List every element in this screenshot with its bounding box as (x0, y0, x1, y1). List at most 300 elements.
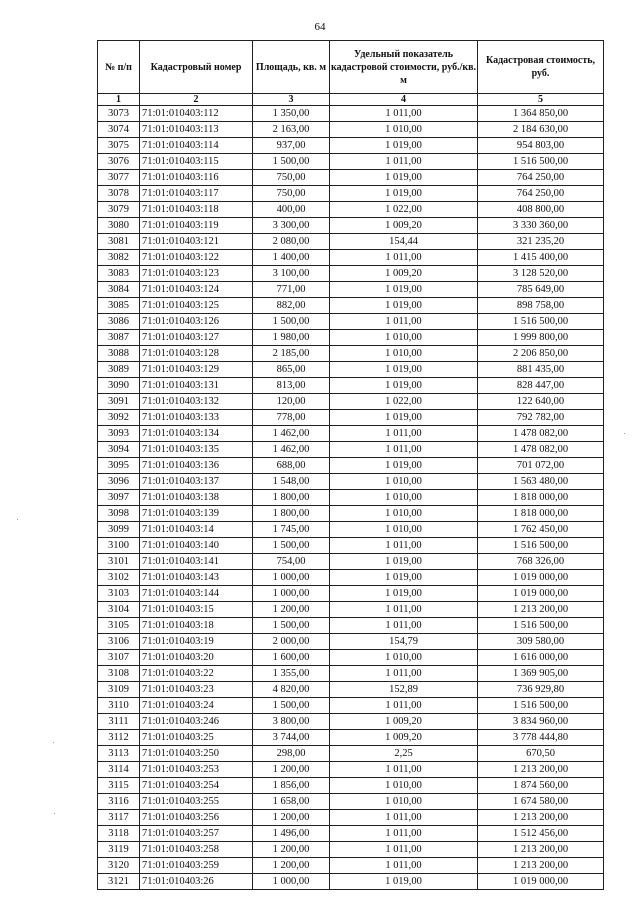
table-row (98, 602, 604, 618)
unit-value-cell: 1 019,00 (330, 586, 478, 602)
row-number-cell: 3077 (98, 170, 140, 186)
table-row (98, 570, 604, 586)
cadastral-value-cell: 1 478 082,00 (478, 442, 604, 458)
area-cell: 4 820,00 (253, 682, 330, 698)
row-number-cell: 3119 (98, 842, 140, 858)
table-row (98, 874, 604, 890)
area-cell: 1 000,00 (253, 586, 330, 602)
table-row (98, 218, 604, 234)
cadastral-value-cell: 1 516 500,00 (478, 314, 604, 330)
table-row (98, 554, 604, 570)
row-number-cell: 3111 (98, 714, 140, 730)
cadastral-value-cell: 1 019 000,00 (478, 570, 604, 586)
column-number-row (98, 94, 604, 106)
area-cell: 1 496,00 (253, 826, 330, 842)
column-number: 4 (330, 94, 478, 106)
unit-value-cell: 1 019,00 (330, 570, 478, 586)
cadastral-number-cell: 71:01:010403:256 (140, 810, 253, 826)
area-cell: 688,00 (253, 458, 330, 474)
scan-speck (54, 813, 55, 814)
cadastral-number-cell: 71:01:010403:132 (140, 394, 253, 410)
area-cell: 771,00 (253, 282, 330, 298)
area-cell: 865,00 (253, 362, 330, 378)
row-number-cell: 3114 (98, 762, 140, 778)
area-cell: 2 185,00 (253, 346, 330, 362)
cadastral-value-cell: 1 213 200,00 (478, 602, 604, 618)
table-row (98, 586, 604, 602)
unit-value-cell: 154,79 (330, 634, 478, 650)
unit-value-cell: 1 019,00 (330, 186, 478, 202)
unit-value-cell: 1 011,00 (330, 618, 478, 634)
table-row (98, 810, 604, 826)
table-row (98, 378, 604, 394)
cadastral-value-cell: 701 072,00 (478, 458, 604, 474)
area-cell: 1 200,00 (253, 602, 330, 618)
row-number-cell: 3102 (98, 570, 140, 586)
unit-value-cell: 1 011,00 (330, 426, 478, 442)
cadastral-value-cell: 768 326,00 (478, 554, 604, 570)
area-cell: 1 600,00 (253, 650, 330, 666)
area-cell: 754,00 (253, 554, 330, 570)
table-row (98, 538, 604, 554)
cadastral-value-cell: 1 369 905,00 (478, 666, 604, 682)
cadastral-value-cell: 898 758,00 (478, 298, 604, 314)
row-number-cell: 3112 (98, 730, 140, 746)
cadastral-number-cell: 71:01:010403:135 (140, 442, 253, 458)
area-cell: 1 800,00 (253, 490, 330, 506)
row-number-cell: 3097 (98, 490, 140, 506)
row-number-cell: 3099 (98, 522, 140, 538)
header-unit-value: Удельный показатель кадастровой стоимости, руб./кв. м (330, 41, 478, 94)
cadastral-value-cell: 3 128 520,00 (478, 266, 604, 282)
area-cell: 3 300,00 (253, 218, 330, 234)
table-row (98, 442, 604, 458)
area-cell: 1 000,00 (253, 570, 330, 586)
cadastral-value-cell: 1 516 500,00 (478, 538, 604, 554)
header-number: № п/п (98, 41, 140, 94)
unit-value-cell: 1 011,00 (330, 842, 478, 858)
table-row (98, 746, 604, 762)
table-row (98, 618, 604, 634)
unit-value-cell: 1 010,00 (330, 346, 478, 362)
table-row (98, 346, 604, 362)
table-row (98, 778, 604, 794)
cadastral-value-cell: 1 999 800,00 (478, 330, 604, 346)
area-cell: 400,00 (253, 202, 330, 218)
area-cell: 1 000,00 (253, 874, 330, 890)
cadastral-value-cell: 1 818 000,00 (478, 506, 604, 522)
cadastral-number-cell: 71:01:010403:126 (140, 314, 253, 330)
area-cell: 813,00 (253, 378, 330, 394)
table-row (98, 250, 604, 266)
table-row (98, 474, 604, 490)
area-cell: 1 355,00 (253, 666, 330, 682)
table-row (98, 634, 604, 650)
cadastral-number-cell: 71:01:010403:117 (140, 186, 253, 202)
cadastral-value-cell: 1 516 500,00 (478, 154, 604, 170)
area-cell: 2 000,00 (253, 634, 330, 650)
cadastral-number-cell: 71:01:010403:119 (140, 218, 253, 234)
cadastral-value-cell: 785 649,00 (478, 282, 604, 298)
cadastral-value-cell: 122 640,00 (478, 394, 604, 410)
cadastral-number-cell: 71:01:010403:125 (140, 298, 253, 314)
unit-value-cell: 1 019,00 (330, 874, 478, 890)
area-cell: 3 744,00 (253, 730, 330, 746)
row-number-cell: 3074 (98, 122, 140, 138)
scan-speck (17, 519, 18, 520)
row-number-cell: 3120 (98, 858, 140, 874)
unit-value-cell: 1 011,00 (330, 826, 478, 842)
cadastral-number-cell: 71:01:010403:129 (140, 362, 253, 378)
row-number-cell: 3101 (98, 554, 140, 570)
unit-value-cell: 1 011,00 (330, 858, 478, 874)
cadastral-number-cell: 71:01:010403:22 (140, 666, 253, 682)
table-row (98, 282, 604, 298)
unit-value-cell: 1 011,00 (330, 762, 478, 778)
area-cell: 3 800,00 (253, 714, 330, 730)
row-number-cell: 3083 (98, 266, 140, 282)
table-row (98, 826, 604, 842)
cadastral-number-cell: 71:01:010403:118 (140, 202, 253, 218)
cadastral-number-cell: 71:01:010403:20 (140, 650, 253, 666)
scan-speck (624, 433, 625, 434)
cadastral-number-cell: 71:01:010403:19 (140, 634, 253, 650)
cadastral-value-cell: 736 929,80 (478, 682, 604, 698)
unit-value-cell: 152,89 (330, 682, 478, 698)
row-number-cell: 3113 (98, 746, 140, 762)
unit-value-cell: 1 019,00 (330, 378, 478, 394)
area-cell: 3 100,00 (253, 266, 330, 282)
table-row (98, 650, 604, 666)
area-cell: 1 500,00 (253, 618, 330, 634)
row-number-cell: 3078 (98, 186, 140, 202)
header-area: Площадь, кв. м (253, 41, 330, 94)
row-number-cell: 3075 (98, 138, 140, 154)
cadastral-value-cell: 309 580,00 (478, 634, 604, 650)
table-body (98, 106, 604, 890)
table-row (98, 362, 604, 378)
table-row (98, 314, 604, 330)
unit-value-cell: 154,44 (330, 234, 478, 250)
cadastral-value-cell: 764 250,00 (478, 170, 604, 186)
header-cadastral-value: Кадастровая стоимость, руб. (478, 41, 604, 94)
cadastral-value-cell: 1 019 000,00 (478, 874, 604, 890)
row-number-cell: 3115 (98, 778, 140, 794)
unit-value-cell: 1 019,00 (330, 298, 478, 314)
cadastral-number-cell: 71:01:010403:259 (140, 858, 253, 874)
unit-value-cell: 1 010,00 (330, 490, 478, 506)
cadastral-value-cell: 1 563 480,00 (478, 474, 604, 490)
row-number-cell: 3103 (98, 586, 140, 602)
area-cell: 1 658,00 (253, 794, 330, 810)
area-cell: 1 856,00 (253, 778, 330, 794)
table-header-row (98, 41, 604, 94)
table-row (98, 762, 604, 778)
cadastral-number-cell: 71:01:010403:134 (140, 426, 253, 442)
table-row (98, 458, 604, 474)
cadastral-value-cell: 1 674 580,00 (478, 794, 604, 810)
cadastral-value-cell: 3 834 960,00 (478, 714, 604, 730)
cadastral-value-cell: 408 800,00 (478, 202, 604, 218)
table-row (98, 234, 604, 250)
row-number-cell: 3109 (98, 682, 140, 698)
cadastral-number-cell: 71:01:010403:26 (140, 874, 253, 890)
cadastral-value-cell: 1 213 200,00 (478, 762, 604, 778)
cadastral-value-cell: 792 782,00 (478, 410, 604, 426)
row-number-cell: 3104 (98, 602, 140, 618)
area-cell: 1 500,00 (253, 154, 330, 170)
cadastral-number-cell: 71:01:010403:18 (140, 618, 253, 634)
table-row (98, 122, 604, 138)
table-row (98, 154, 604, 170)
row-number-cell: 3092 (98, 410, 140, 426)
cadastral-number-cell: 71:01:010403:258 (140, 842, 253, 858)
table-row (98, 394, 604, 410)
cadastral-value-cell: 1 512 456,00 (478, 826, 604, 842)
area-cell: 750,00 (253, 186, 330, 202)
row-number-cell: 3107 (98, 650, 140, 666)
cadastral-number-cell: 71:01:010403:24 (140, 698, 253, 714)
area-cell: 1 500,00 (253, 538, 330, 554)
cadastral-number-cell: 71:01:010403:116 (140, 170, 253, 186)
cadastral-number-cell: 71:01:010403:133 (140, 410, 253, 426)
cadastral-number-cell: 71:01:010403:14 (140, 522, 253, 538)
table-row (98, 298, 604, 314)
row-number-cell: 3094 (98, 442, 140, 458)
cadastral-value-cell: 2 206 850,00 (478, 346, 604, 362)
column-number: 5 (478, 94, 604, 106)
row-number-cell: 3095 (98, 458, 140, 474)
cadastral-number-cell: 71:01:010403:143 (140, 570, 253, 586)
row-number-cell: 3086 (98, 314, 140, 330)
row-number-cell: 3096 (98, 474, 140, 490)
cadastral-number-cell: 71:01:010403:138 (140, 490, 253, 506)
cadastral-number-cell: 71:01:010403:114 (140, 138, 253, 154)
table-row (98, 330, 604, 346)
table-row (98, 506, 604, 522)
cadastral-value-cell: 670,50 (478, 746, 604, 762)
table-row (98, 202, 604, 218)
cadastral-number-cell: 71:01:010403:257 (140, 826, 253, 842)
row-number-cell: 3082 (98, 250, 140, 266)
row-number-cell: 3088 (98, 346, 140, 362)
cadastral-value-cell: 764 250,00 (478, 186, 604, 202)
cadastral-value-cell: 1 516 500,00 (478, 618, 604, 634)
cadastral-value-cell: 1 213 200,00 (478, 810, 604, 826)
row-number-cell: 3090 (98, 378, 140, 394)
page-number: 64 (314, 21, 326, 33)
cadastral-value-cell: 1 213 200,00 (478, 858, 604, 874)
cadastral-value-cell: 2 184 630,00 (478, 122, 604, 138)
row-number-cell: 3085 (98, 298, 140, 314)
cadastral-value-cell: 321 235,20 (478, 234, 604, 250)
table-row (98, 426, 604, 442)
cadastral-number-cell: 71:01:010403:246 (140, 714, 253, 730)
cadastral-number-cell: 71:01:010403:141 (140, 554, 253, 570)
row-number-cell: 3118 (98, 826, 140, 842)
table-row (98, 266, 604, 282)
area-cell: 937,00 (253, 138, 330, 154)
unit-value-cell: 1 019,00 (330, 138, 478, 154)
cadastral-value-cell: 1 415 400,00 (478, 250, 604, 266)
area-cell: 1 200,00 (253, 762, 330, 778)
cadastral-value-cell: 3 778 444,80 (478, 730, 604, 746)
row-number-cell: 3098 (98, 506, 140, 522)
cadastral-number-cell: 71:01:010403:136 (140, 458, 253, 474)
row-number-cell: 3093 (98, 426, 140, 442)
area-cell: 1 462,00 (253, 426, 330, 442)
cadastral-value-cell: 1 616 000,00 (478, 650, 604, 666)
unit-value-cell: 1 010,00 (330, 330, 478, 346)
unit-value-cell: 1 019,00 (330, 362, 478, 378)
table-row (98, 170, 604, 186)
unit-value-cell: 1 011,00 (330, 250, 478, 266)
row-number-cell: 3084 (98, 282, 140, 298)
area-cell: 1 400,00 (253, 250, 330, 266)
unit-value-cell: 1 011,00 (330, 602, 478, 618)
area-cell: 750,00 (253, 170, 330, 186)
area-cell: 1 200,00 (253, 810, 330, 826)
table-row (98, 714, 604, 730)
unit-value-cell: 1 019,00 (330, 458, 478, 474)
column-number: 3 (253, 94, 330, 106)
cadastral-value-cell: 1 516 500,00 (478, 698, 604, 714)
unit-value-cell: 1 019,00 (330, 170, 478, 186)
area-cell: 1 200,00 (253, 842, 330, 858)
unit-value-cell: 1 009,20 (330, 714, 478, 730)
row-number-cell: 3121 (98, 874, 140, 890)
unit-value-cell: 1 011,00 (330, 810, 478, 826)
unit-value-cell: 2,25 (330, 746, 478, 762)
table-row (98, 186, 604, 202)
cadastral-number-cell: 71:01:010403:255 (140, 794, 253, 810)
row-number-cell: 3106 (98, 634, 140, 650)
row-number-cell: 3080 (98, 218, 140, 234)
unit-value-cell: 1 011,00 (330, 442, 478, 458)
cadastral-number-cell: 71:01:010403:139 (140, 506, 253, 522)
unit-value-cell: 1 010,00 (330, 522, 478, 538)
unit-value-cell: 1 010,00 (330, 794, 478, 810)
table-row (98, 138, 604, 154)
table-row (98, 794, 604, 810)
cadastral-value-cell: 1 874 560,00 (478, 778, 604, 794)
cadastral-number-cell: 71:01:010403:123 (140, 266, 253, 282)
row-number-cell: 3087 (98, 330, 140, 346)
unit-value-cell: 1 010,00 (330, 474, 478, 490)
area-cell: 2 080,00 (253, 234, 330, 250)
cadastral-value-cell: 881 435,00 (478, 362, 604, 378)
table-row (98, 858, 604, 874)
row-number-cell: 3089 (98, 362, 140, 378)
cadastral-number-cell: 71:01:010403:131 (140, 378, 253, 394)
area-cell: 2 163,00 (253, 122, 330, 138)
area-cell: 120,00 (253, 394, 330, 410)
area-cell: 298,00 (253, 746, 330, 762)
unit-value-cell: 1 011,00 (330, 698, 478, 714)
row-number-cell: 3116 (98, 794, 140, 810)
unit-value-cell: 1 022,00 (330, 394, 478, 410)
cadastral-number-cell: 71:01:010403:140 (140, 538, 253, 554)
cadastral-value-cell: 1 818 000,00 (478, 490, 604, 506)
cadastral-number-cell: 71:01:010403:137 (140, 474, 253, 490)
table-row (98, 106, 604, 122)
area-cell: 1 745,00 (253, 522, 330, 538)
table-row (98, 490, 604, 506)
unit-value-cell: 1 010,00 (330, 506, 478, 522)
table-row (98, 522, 604, 538)
table-row (98, 666, 604, 682)
area-cell: 1 980,00 (253, 330, 330, 346)
unit-value-cell: 1 010,00 (330, 778, 478, 794)
cadastral-number-cell: 71:01:010403:122 (140, 250, 253, 266)
table-row (98, 410, 604, 426)
cadastral-number-cell: 71:01:010403:25 (140, 730, 253, 746)
cadastral-number-cell: 71:01:010403:253 (140, 762, 253, 778)
cadastral-value-table (97, 40, 604, 890)
cadastral-number-cell: 71:01:010403:128 (140, 346, 253, 362)
row-number-cell: 3081 (98, 234, 140, 250)
row-number-cell: 3117 (98, 810, 140, 826)
row-number-cell: 3108 (98, 666, 140, 682)
cadastral-number-cell: 71:01:010403:115 (140, 154, 253, 170)
cadastral-number-cell: 71:01:010403:124 (140, 282, 253, 298)
cadastral-value-cell: 1 019 000,00 (478, 586, 604, 602)
cadastral-value-cell: 1 478 082,00 (478, 426, 604, 442)
unit-value-cell: 1 009,20 (330, 266, 478, 282)
unit-value-cell: 1 009,20 (330, 218, 478, 234)
area-cell: 1 800,00 (253, 506, 330, 522)
table-row (98, 698, 604, 714)
cadastral-number-cell: 71:01:010403:23 (140, 682, 253, 698)
cadastral-number-cell: 71:01:010403:254 (140, 778, 253, 794)
row-number-cell: 3091 (98, 394, 140, 410)
unit-value-cell: 1 009,20 (330, 730, 478, 746)
table-row (98, 842, 604, 858)
row-number-cell: 3110 (98, 698, 140, 714)
area-cell: 778,00 (253, 410, 330, 426)
unit-value-cell: 1 010,00 (330, 650, 478, 666)
area-cell: 1 350,00 (253, 106, 330, 122)
cadastral-value-cell: 954 803,00 (478, 138, 604, 154)
cadastral-number-cell: 71:01:010403:113 (140, 122, 253, 138)
unit-value-cell: 1 011,00 (330, 154, 478, 170)
unit-value-cell: 1 011,00 (330, 538, 478, 554)
table-row (98, 730, 604, 746)
cadastral-value-cell: 828 447,00 (478, 378, 604, 394)
cadastral-value-cell: 3 330 360,00 (478, 218, 604, 234)
table-row (98, 682, 604, 698)
row-number-cell: 3079 (98, 202, 140, 218)
area-cell: 1 462,00 (253, 442, 330, 458)
cadastral-value-cell: 1 762 450,00 (478, 522, 604, 538)
unit-value-cell: 1 019,00 (330, 410, 478, 426)
area-cell: 1 500,00 (253, 698, 330, 714)
cadastral-number-cell: 71:01:010403:121 (140, 234, 253, 250)
cadastral-number-cell: 71:01:010403:112 (140, 106, 253, 122)
unit-value-cell: 1 022,00 (330, 202, 478, 218)
area-cell: 1 548,00 (253, 474, 330, 490)
cadastral-value-cell: 1 213 200,00 (478, 842, 604, 858)
column-number: 2 (140, 94, 253, 106)
scan-speck (53, 742, 54, 743)
unit-value-cell: 1 019,00 (330, 282, 478, 298)
unit-value-cell: 1 019,00 (330, 554, 478, 570)
header-cadastral-number: Кадастровый номер (140, 41, 253, 94)
unit-value-cell: 1 011,00 (330, 666, 478, 682)
cadastral-value-cell: 1 364 850,00 (478, 106, 604, 122)
cadastral-number-cell: 71:01:010403:144 (140, 586, 253, 602)
area-cell: 882,00 (253, 298, 330, 314)
